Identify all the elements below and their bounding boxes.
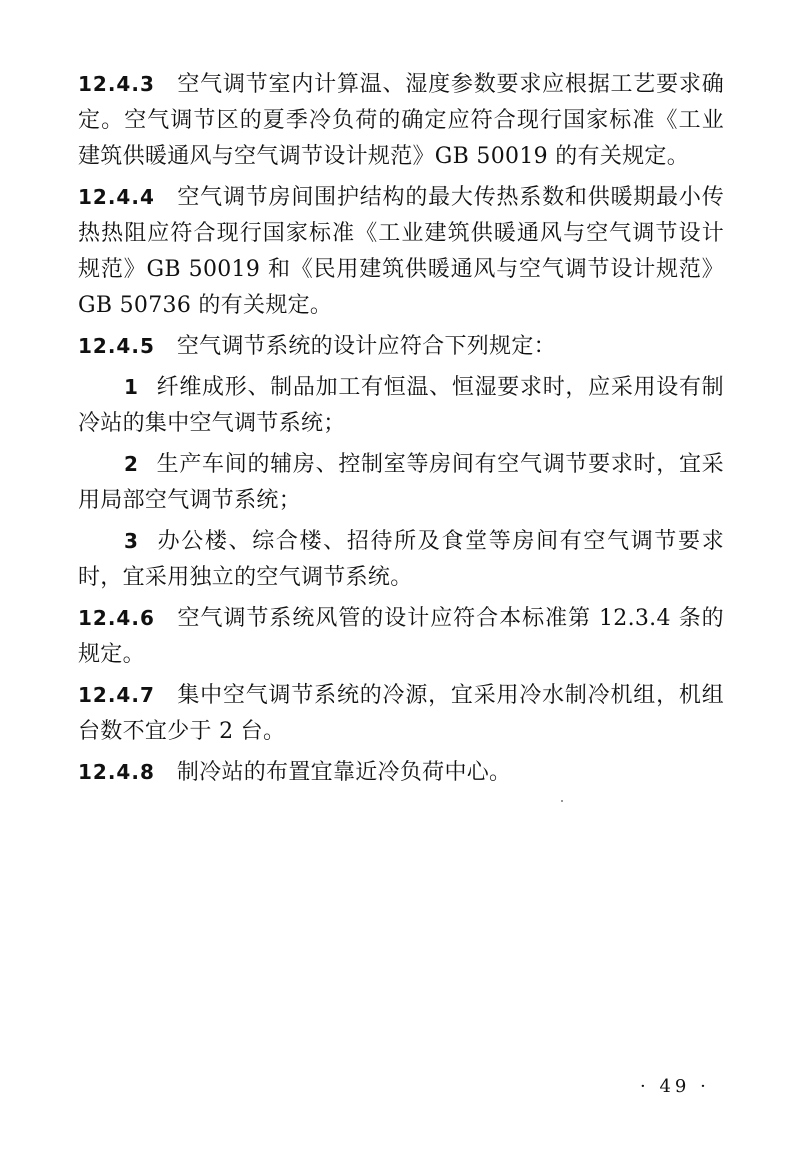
clause-text: 空气调节系统的设计应符合下列规定：: [176, 334, 556, 359]
clause-12-4-3: [78, 66, 724, 175]
clause-text: 空气调节房间围护结构的最大传热系数和供暖期最小传热热阻应符合现行国家标准《工业建筑供暖通风与空气调节设计规范》GB 50019 和《民用建筑供暖通风与空气调节设计规范》GB 50736 的有关规定。: [78, 185, 724, 318]
clause-number: 12.4.5: [78, 334, 155, 358]
clause-12-4-7: [78, 677, 724, 750]
page-number: · 49 ·: [640, 1076, 710, 1097]
clause-12-4-5: [78, 328, 724, 365]
item-text: 办公楼、综合楼、招待所及食堂等房间有空气调节要求时，宜采用独立的空气调节系统。: [78, 529, 724, 590]
clause-text: 空气调节系统风管的设计应符合本标准第 12.3.4 条的规定。: [78, 606, 724, 667]
list-item: [78, 446, 724, 519]
item-text: 纤维成形、制品加工有恒温、恒湿要求时，应采用设有制冷站的集中空气调节系统；: [78, 375, 724, 436]
clause-text: 制冷站的布置宜靠近冷负荷中心。: [176, 760, 512, 785]
clause-12-4-8: [78, 754, 724, 791]
document-body: [78, 66, 724, 795]
clause-number: 12.4.4: [78, 185, 155, 209]
list-item: [78, 369, 724, 442]
clause-number: 12.4.7: [78, 683, 155, 707]
clause-12-4-6: [78, 600, 724, 673]
clause-text: 空气调节室内计算温、湿度参数要求应根据工艺要求确定。空气调节区的夏季冷负荷的确定应符合现行国家标准《工业建筑供暖通风与空气调节设计规范》GB 50019 的有关规定。: [78, 72, 724, 169]
item-number: 3: [124, 529, 139, 553]
list-item: [78, 523, 724, 596]
item-number: 2: [124, 452, 139, 476]
clause-number: 12.4.6: [78, 606, 155, 630]
clause-12-4-4: [78, 179, 724, 324]
item-number: 1: [124, 375, 139, 399]
scan-speck: [561, 800, 563, 802]
clause-number: 12.4.8: [78, 760, 155, 784]
item-text: 生产车间的辅房、控制室等房间有空气调节要求时，宜采用局部空气调节系统；: [78, 452, 724, 513]
clause-text: 集中空气调节系统的冷源，宜采用冷水制冷机组，机组台数不宜少于 2 台。: [78, 683, 724, 744]
clause-number: 12.4.3: [78, 72, 155, 96]
